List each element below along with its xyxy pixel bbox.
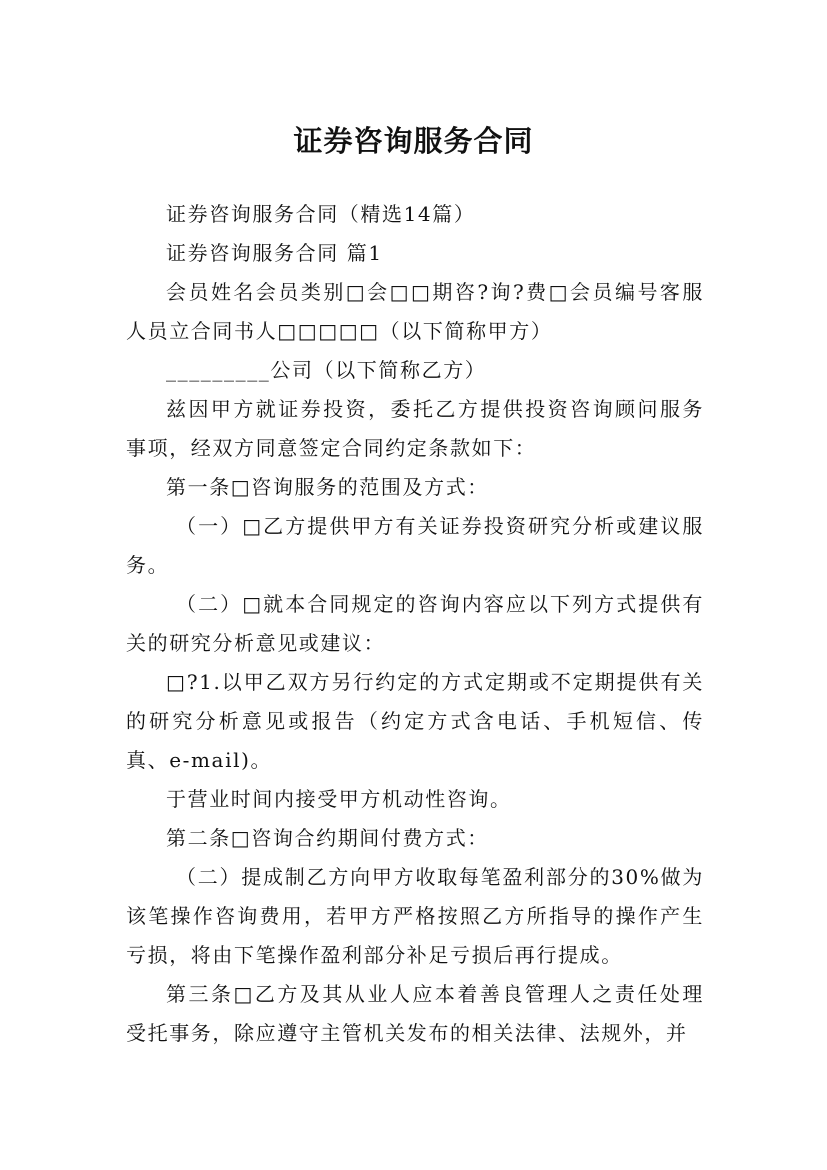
paragraph-article-1-item-1: （一）□乙方提供甲方有关证券投资研究分析或建议服务。 [126,514,704,577]
paragraph-article-1-method-2: 于营业时间内接受甲方机动性咨询。 [166,787,512,811]
paragraph-article-1-item-2: （二）□就本合同规定的咨询内容应以下列方式提供有关的研究分析意见或建议： [126,592,704,655]
paragraph-article-1: 第一条□咨询服务的范围及方式： [166,475,489,499]
document-title: 证券咨询服务合同 [293,124,534,159]
paragraph-article-1-method-1: □?1.以甲乙双方另行约定的方式定期或不定期提供有关的研究分析意见或报告（约定方式含电话、手机短信、传真、e-mail)。 [126,670,704,772]
paragraph-subtitle: 证券咨询服务合同（精选14篇） [166,202,476,226]
document-body [126,195,704,1053]
paragraph-article-2: 第二条□咨询合约期间付费方式： [166,826,489,850]
paragraph-article-3: 第三条□乙方及其从业人应本着善良管理人之责任处理受托事务，除应遵守主管机关发布的相关法律、法规外，并 [126,982,704,1045]
paragraph-preamble: 兹因甲方就证券投资，委托乙方提供投资咨询顾问服务事项，经双方同意签定合同约定条款如下： [126,397,704,460]
paragraph-parties-member: 会员姓名会员类别□会□□期咨?询?费□会员编号客服人员立合同书人□□□□□（以下简称甲方） [126,280,704,343]
paragraph-section-heading: 证券咨询服务合同 篇1 [166,241,383,265]
paragraph-article-2-item-2: （二）提成制乙方向甲方收取每笔盈利部分的30%做为该笔操作咨询费用，若甲方严格按照乙方所指导的操作产生亏损，将由下笔操作盈利部分补足亏损后再行提成。 [126,865,704,967]
paragraph-parties-company: _________公司（以下简称乙方） [166,358,487,382]
